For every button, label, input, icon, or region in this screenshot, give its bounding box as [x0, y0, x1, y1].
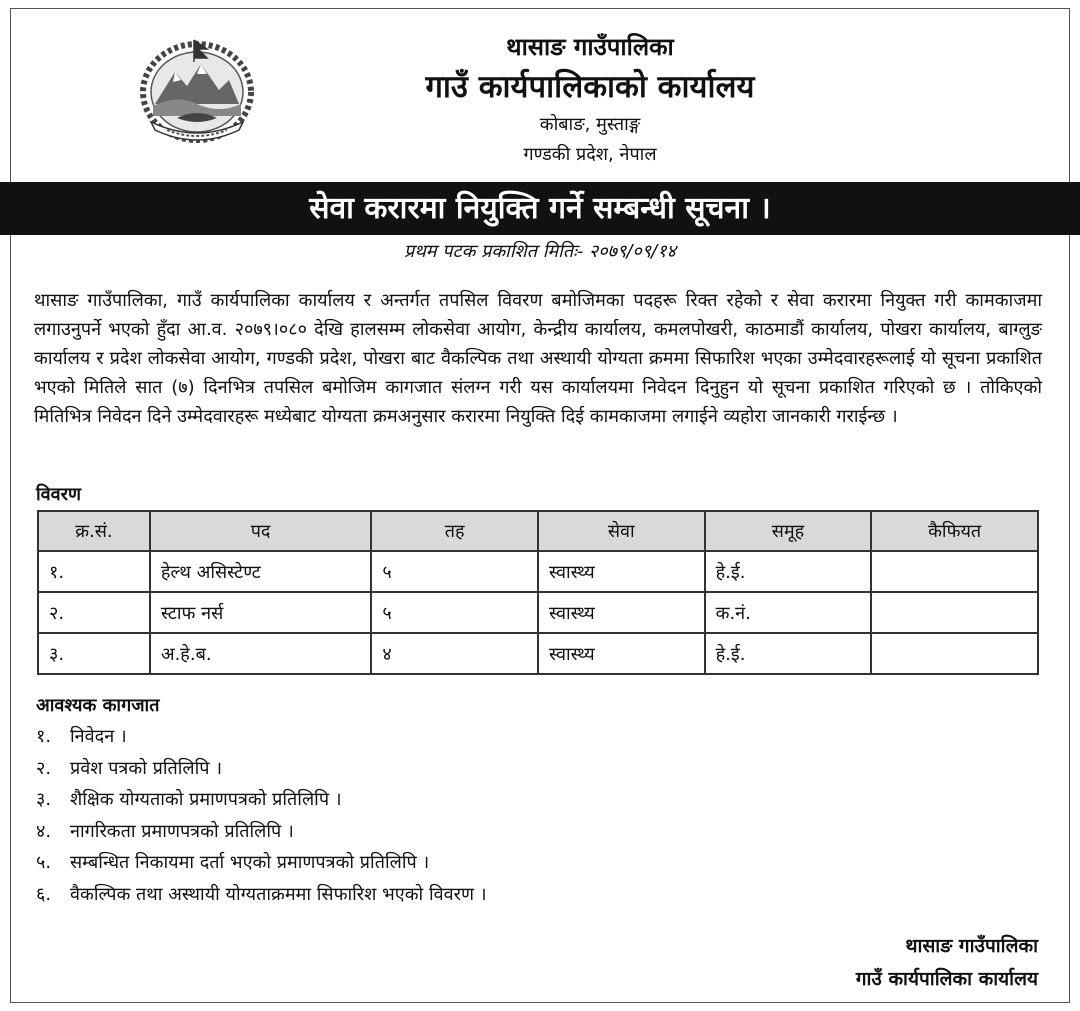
cell-level: ५	[371, 592, 538, 633]
cell-post: हेल्थ असिस्टेण्ट	[150, 551, 372, 592]
list-item-number: २.	[36, 757, 52, 779]
cell-service: स्वास्थ्य	[538, 633, 705, 674]
cell-remarks	[871, 633, 1038, 674]
office-name: गाउँ कार्यपालिकाको कार्यालय	[425, 69, 755, 105]
list-item-text: निवेदन ।	[70, 726, 127, 747]
column-header-post: पद	[150, 511, 372, 551]
table-row	[38, 633, 1038, 674]
column-header-level: तह	[371, 511, 538, 551]
list-item	[36, 816, 487, 848]
cell-post: स्टाफ नर्स	[150, 592, 372, 633]
list-item	[36, 847, 487, 879]
list-item	[36, 753, 487, 785]
cell-group: क.नं.	[705, 592, 872, 633]
published-date: प्रथम पटक प्रकाशित मितिः- २०७९/०९/१४	[404, 241, 676, 262]
column-header-serial: क्र.सं.	[38, 511, 150, 551]
notice-title: सेवा करारमा नियुक्ति गर्ने सम्बन्धी सूचना ।	[0, 182, 1080, 235]
list-item-text: सम्बन्धित निकायमा दर्ता भएको प्रमाणपत्रको प्रतिलिपि ।	[70, 852, 430, 873]
nepal-government-emblem-icon	[137, 34, 257, 144]
cell-level: ४	[371, 633, 538, 674]
address-line-1: कोबाङ, मुस्ताङ्ग	[539, 114, 641, 135]
notice-body: थासाङ गाउँपालिका, गाउँ कार्यपालिका कार्यालय र अन्तर्गत तपसिल विवरण बमोजिमका पदहरू रिक्त रहेको र सेवा करारमा नियुक्त गरी कामकाजमा लगाउनुपर्ने भएको हुँदा आ.व. २०७९।०८० देखि हालसम्म लोकसेवा आयोग, केन्द्रीय कार्यालय, कमलपोखरी, काठमाडौं कार्यालय, पोखरा कार्यालय, बाग्लुङ कार्यालय र प्रदेश लोकसेवा आयोग, गण्डकी प्रदेश, पोखरा बाट वैकल्पिक तथा अस्थायी योग्यता क्रममा सिफारिश भएका उम्मेदवारहरूलाई यो सूचना प्रकाशित भएको मितिले सात (७) दिनभित्र तपसिल बमोजिम कागजात संलग्न गरी यस कार्यालयमा निवेदन दिनुहुन यो सूचना प्रकाशित गरिएको छ । तोकिएको मितिभित्र निवेदन दिने उम्मेदवारहरू मध्येबाट योग्यता क्रमअनुसार करारमा नियुक्ति दिई कामकाजमा लगाईने व्यहोरा जानकारी गराईन्छ ।	[34, 290, 1042, 427]
table-header-row	[38, 511, 1038, 551]
cell-serial: २.	[38, 592, 150, 633]
list-item-number: ६.	[36, 883, 52, 905]
cell-level: ५	[371, 551, 538, 592]
cell-post: अ.हे.ब.	[150, 633, 372, 674]
municipality-name: थासाङ गाउँपालिका	[506, 33, 674, 61]
letterhead	[300, 30, 880, 170]
list-item-text: शैक्षिक योग्यताको प्रमाणपत्रको प्रतिलिपि ।	[70, 789, 342, 810]
cell-remarks	[871, 551, 1038, 592]
cell-serial: ३.	[38, 633, 150, 674]
documents-heading: आवश्यक कागजात	[36, 695, 160, 716]
list-item-number: ५.	[36, 852, 52, 873]
list-item-number: ४.	[36, 820, 52, 842]
list-item	[36, 879, 487, 911]
list-item-text: प्रवेश पत्रको प्रतिलिपि ।	[70, 757, 223, 779]
list-item-text: वैकल्पिक तथा अस्थायी योग्यताक्रममा सिफारिश भएको विवरण ।	[70, 883, 487, 905]
cell-service: स्वास्थ्य	[538, 592, 705, 633]
address-line-2: गण्डकी प्रदेश, नेपाल	[523, 144, 657, 165]
cell-group: हे.ई.	[705, 551, 872, 592]
list-item-number: १.	[36, 726, 52, 747]
column-header-remarks: कैफियत	[871, 511, 1038, 551]
column-header-group: समूह	[705, 511, 872, 551]
list-item	[36, 721, 487, 753]
column-header-service: सेवा	[538, 511, 705, 551]
details-heading: विवरण	[36, 484, 82, 505]
details-table	[37, 510, 1039, 675]
list-item-number: ३.	[36, 789, 52, 810]
list-item	[36, 784, 487, 816]
footer-municipality: थासाङ गाउँपालिका	[905, 935, 1038, 957]
cell-serial: १.	[38, 551, 150, 592]
cell-service: स्वास्थ्य	[538, 551, 705, 592]
footer-office: गाउँ कार्यपालिका कार्यालय	[855, 968, 1038, 990]
signature-block	[856, 930, 1038, 996]
table-row	[38, 592, 1038, 633]
list-item-text: नागरिकता प्रमाणपत्रको प्रतिलिपि ।	[70, 820, 294, 842]
documents-list	[36, 721, 487, 910]
cell-remarks	[871, 592, 1038, 633]
cell-group: हे.ई.	[705, 633, 872, 674]
table-row	[38, 551, 1038, 592]
